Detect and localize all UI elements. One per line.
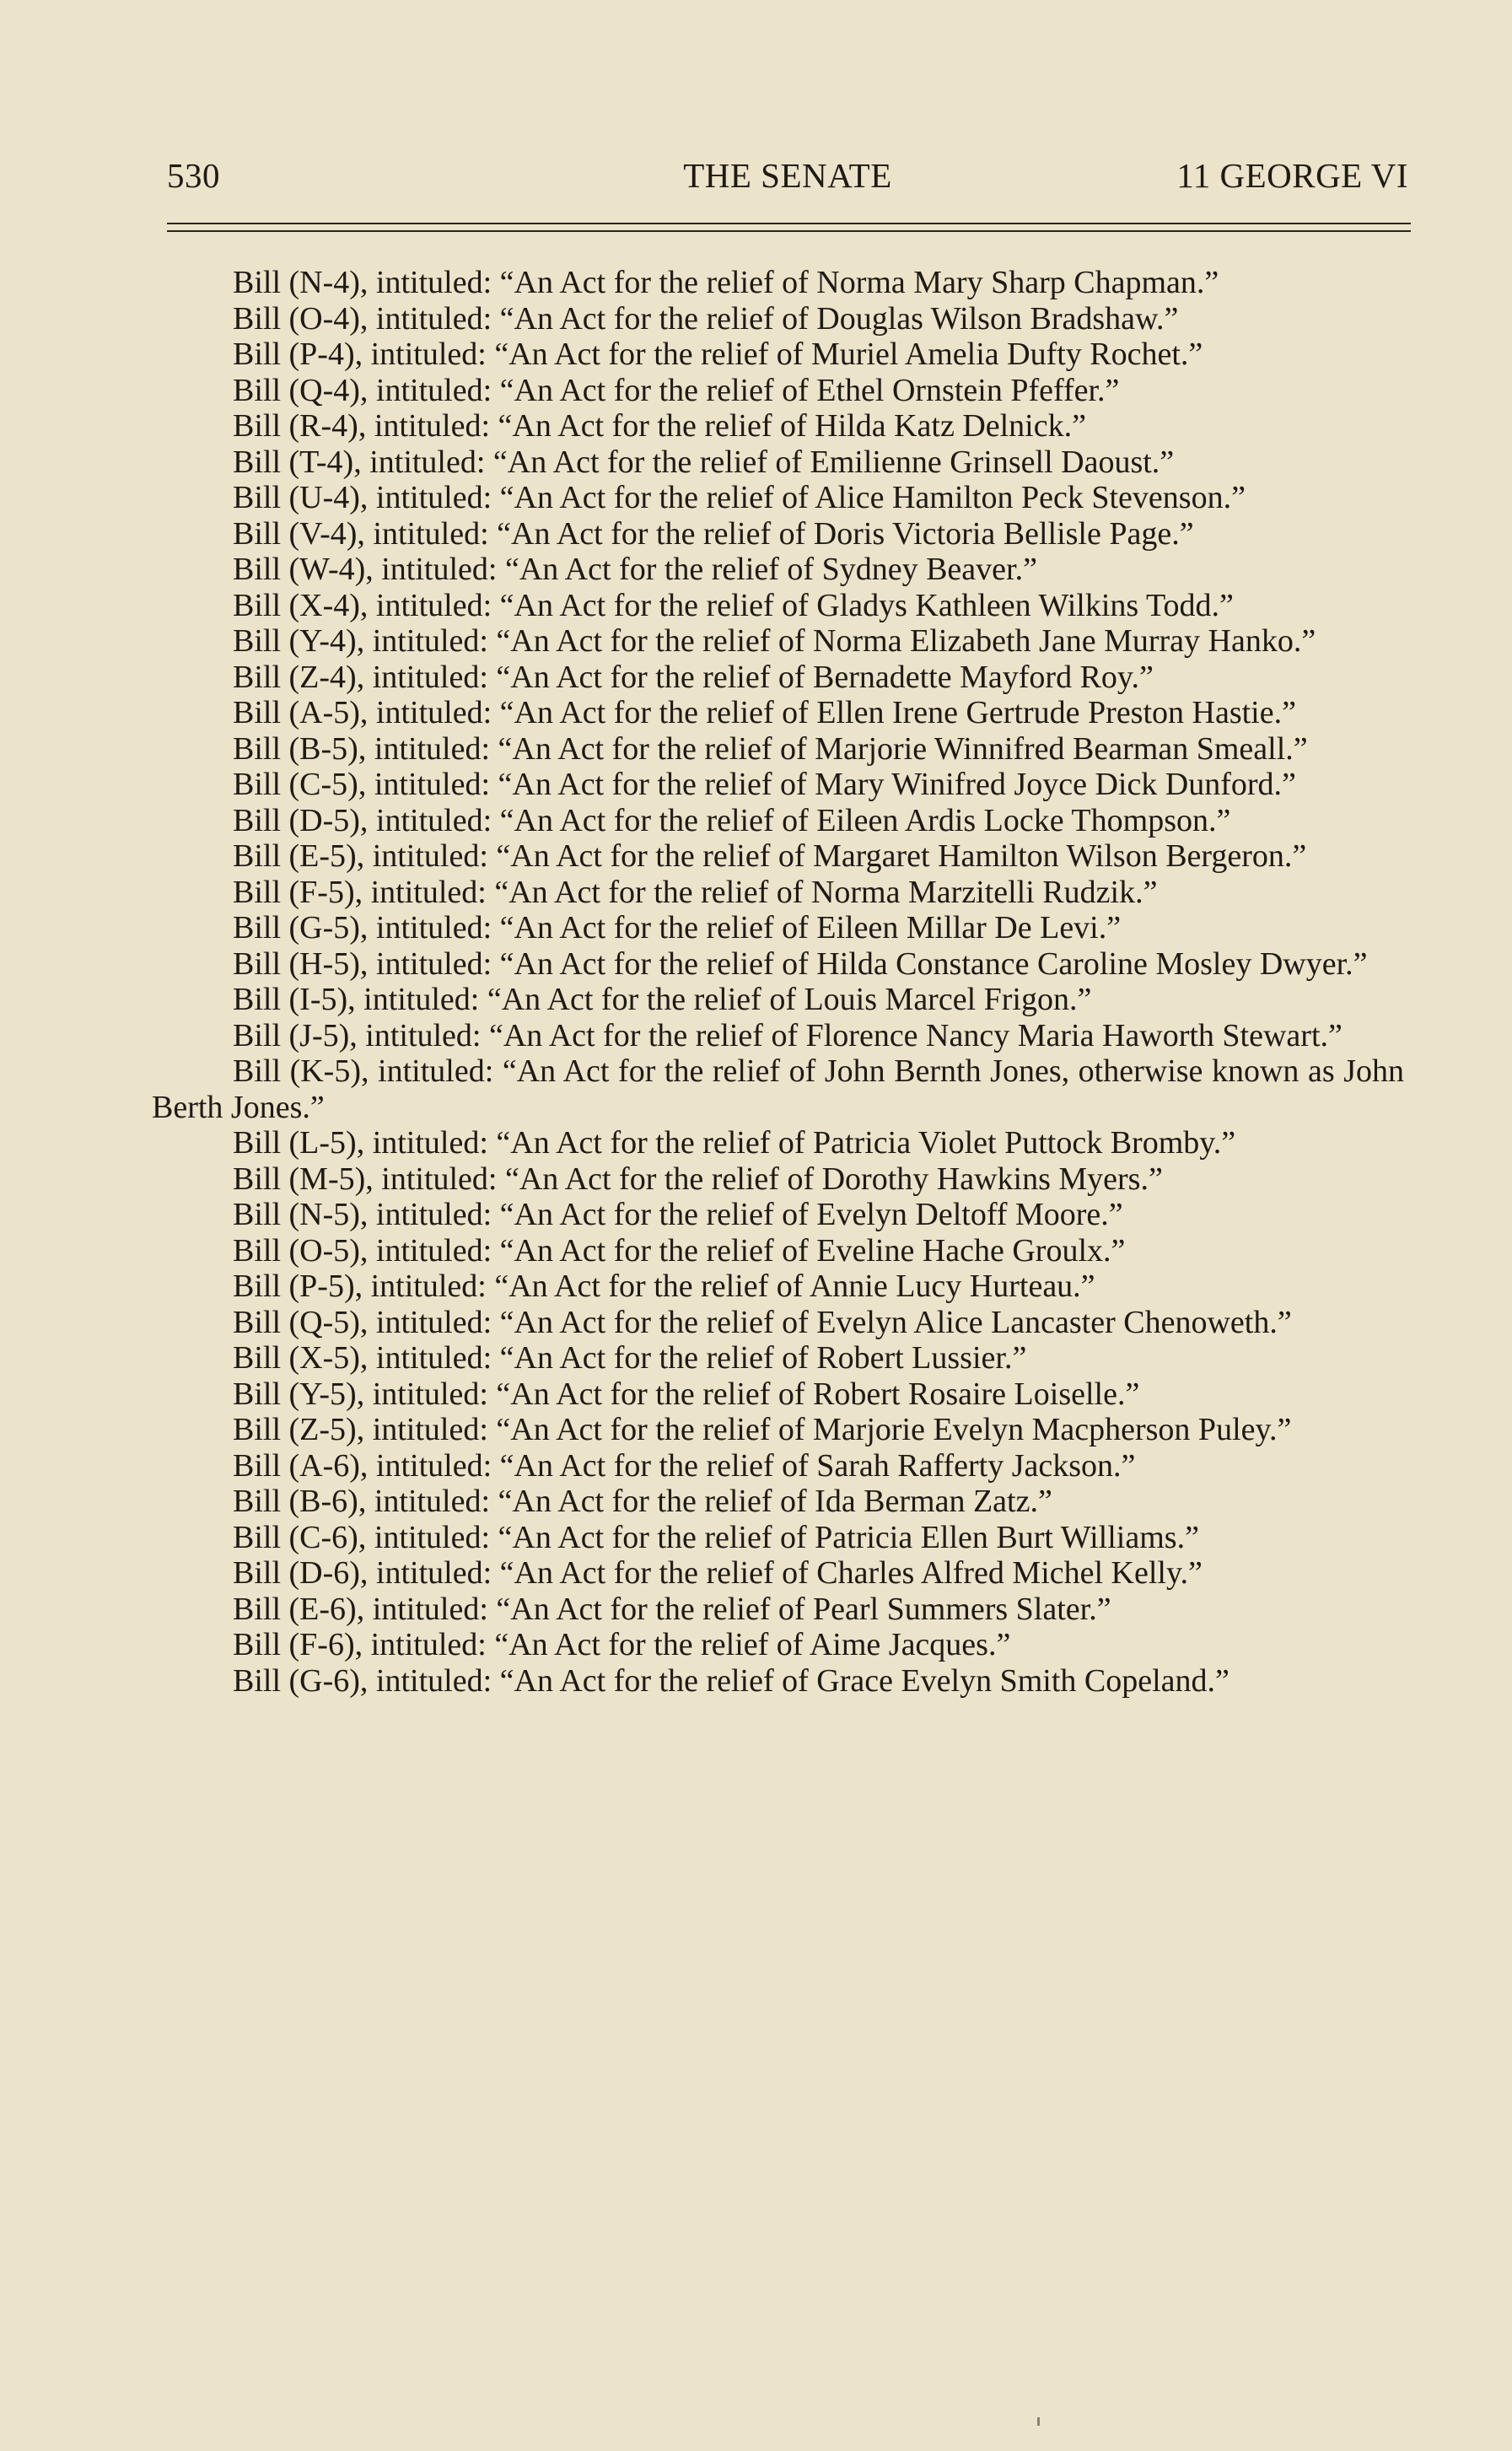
bill-entry: Bill (B-5), intituled: “An Act for the relief of Marjorie Winnifred Bearman Smeall.” (233, 730, 1308, 767)
bill-entry: Bill (D-5), intituled: “An Act for the relief of Eileen Ardis Locke Thompson.” (233, 802, 1231, 838)
bill-entry: Bill (Z-5), intituled: “An Act for the relief of Marjorie Evelyn Macpherson Puley.” (233, 1412, 1292, 1447)
page-header (167, 150, 1408, 201)
bill-entry: Bill (G-5), intituled: “An Act for the relief of Eileen Millar De Levi.” (233, 910, 1122, 945)
bill-entry: Bill (B-6), intituled: “An Act for the relief of Ida Berman Zatz.” (233, 1484, 1052, 1519)
bill-entry: Bill (Q-5), intituled: “An Act for the relief of Evelyn Alice Lancaster Chenoweth.” (233, 1304, 1292, 1340)
bill-entry: Bill (O-4), intituled: “An Act for the relief of Douglas Wilson Bradshaw.” (233, 300, 1179, 337)
bill-entry: Bill (W-4), intituled: “An Act for the relief of Sydney Beaver.” (233, 552, 1037, 587)
bill-entry: Bill (U-4), intituled: “An Act for the relief of Alice Hamilton Peck Stevenson.” (233, 480, 1246, 515)
bill-entry: Bill (V-4), intituled: “An Act for the relief of Doris Victoria Bellisle Page.” (233, 515, 1194, 552)
header-rule (167, 223, 1411, 232)
bill-entry: Bill (Z-4), intituled: “An Act for the relief of Bernadette Mayford Roy.” (233, 659, 1154, 695)
regnal-year: 11 GEORGE VI (1176, 156, 1408, 195)
running-title: THE SENATE (683, 156, 892, 195)
bill-entry: Bill (D-6), intituled: “An Act for the relief of Charles Alfred Michel Kelly.” (233, 1555, 1203, 1591)
bill-entry: Bill (C-6), intituled: “An Act for the relief of Patricia Ellen Burt Williams.” (233, 1519, 1199, 1555)
bill-entry: Bill (P-4), intituled: “An Act for the relief of Muriel Amelia Dufty Rochet.” (233, 337, 1203, 372)
bill-entry: Bill (C-5), intituled: “An Act for the relief of Mary Winifred Joyce Dick Dunford.” (233, 767, 1296, 802)
bill-entry: Bill (M-5), intituled: “An Act for the relief of Dorothy Hawkins Myers.” (233, 1161, 1163, 1197)
bill-entry: Bill (O-5), intituled: “An Act for the relief of Eveline Hache Groulx.” (233, 1232, 1126, 1269)
bill-entry: Bill (L-5), intituled: “An Act for the relief of Patricia Violet Puttock Bromby.” (233, 1125, 1236, 1161)
bill-entry: Bill (I-5), intituled: “An Act for the relief of Louis Marcel Frigon.” (233, 982, 1092, 1017)
bill-entry: Bill (R-4), intituled: “An Act for the relief of Hilda Katz Delnick.” (233, 408, 1086, 444)
bill-entry: Bill (A-6), intituled: “An Act for the relief of Sarah Rafferty Jackson.” (233, 1447, 1136, 1484)
bill-entry: Bill (A-5), intituled: “An Act for the relief of Ellen Irene Gertrude Preston Hastie.” (233, 695, 1296, 730)
print-mark (1037, 2417, 1040, 2426)
page-number: 530 (167, 156, 220, 195)
bill-entry: Bill (Y-4), intituled: “An Act for the relief of Norma Elizabeth Jane Murray Hanko.” (233, 623, 1316, 659)
bill-entry: Bill (G-6), intituled: “An Act for the relief of Grace Evelyn Smith Copeland.” (233, 1662, 1230, 1699)
bill-entry: Bill (N-4), intituled: “An Act for the relief of Norma Mary Sharp Chapman.” (233, 265, 1219, 300)
bill-entry: Bill (E-5), intituled: “An Act for the relief of Margaret Hamilton Wilson Bergeron.” (233, 838, 1307, 874)
bill-entry: Bill (F-5), intituled: “An Act for the relief of Norma Marzitelli Rudzik.” (233, 874, 1158, 910)
bill-entry: Bill (F-6), intituled: “An Act for the relief of Aime Jacques.” (233, 1627, 1011, 1662)
bill-entry: Bill (J-5), intituled: “An Act for the relief of Florence Nancy Maria Haworth Stewart.” (233, 1017, 1343, 1053)
bill-entry: Bill (H-5), intituled: “An Act for the relief of Hilda Constance Caroline Mosley Dwyer.” (233, 945, 1368, 982)
bill-entry: Bill (X-4), intituled: “An Act for the relief of Gladys Kathleen Wilkins Todd.” (233, 587, 1234, 623)
bill-entry: Bill (N-5), intituled: “An Act for the relief of Evelyn Deltoff Moore.” (233, 1197, 1123, 1232)
bill-entry: Bill (X-5), intituled: “An Act for the relief of Robert Lussier.” (233, 1340, 1027, 1376)
bill-entry: Bill (K-5), intituled: “An Act for the relief of John Bernth Jones, otherwise known as John Berth Jones.” (152, 1053, 1404, 1125)
bill-entry: Bill (Q-4), intituled: “An Act for the relief of Ethel Ornstein Pfeffer.” (233, 372, 1120, 408)
bill-entry: Bill (E-6), intituled: “An Act for the relief of Pearl Summers Slater.” (233, 1591, 1111, 1627)
bill-list (152, 265, 1404, 1699)
bill-entry: Bill (T-4), intituled: “An Act for the relief of Emilienne Grinsell Daoust.” (233, 444, 1175, 480)
bill-entry: Bill (Y-5), intituled: “An Act for the relief of Robert Rosaire Loiselle.” (233, 1376, 1140, 1412)
bill-entry: Bill (P-5), intituled: “An Act for the relief of Annie Lucy Hurteau.” (233, 1269, 1095, 1304)
